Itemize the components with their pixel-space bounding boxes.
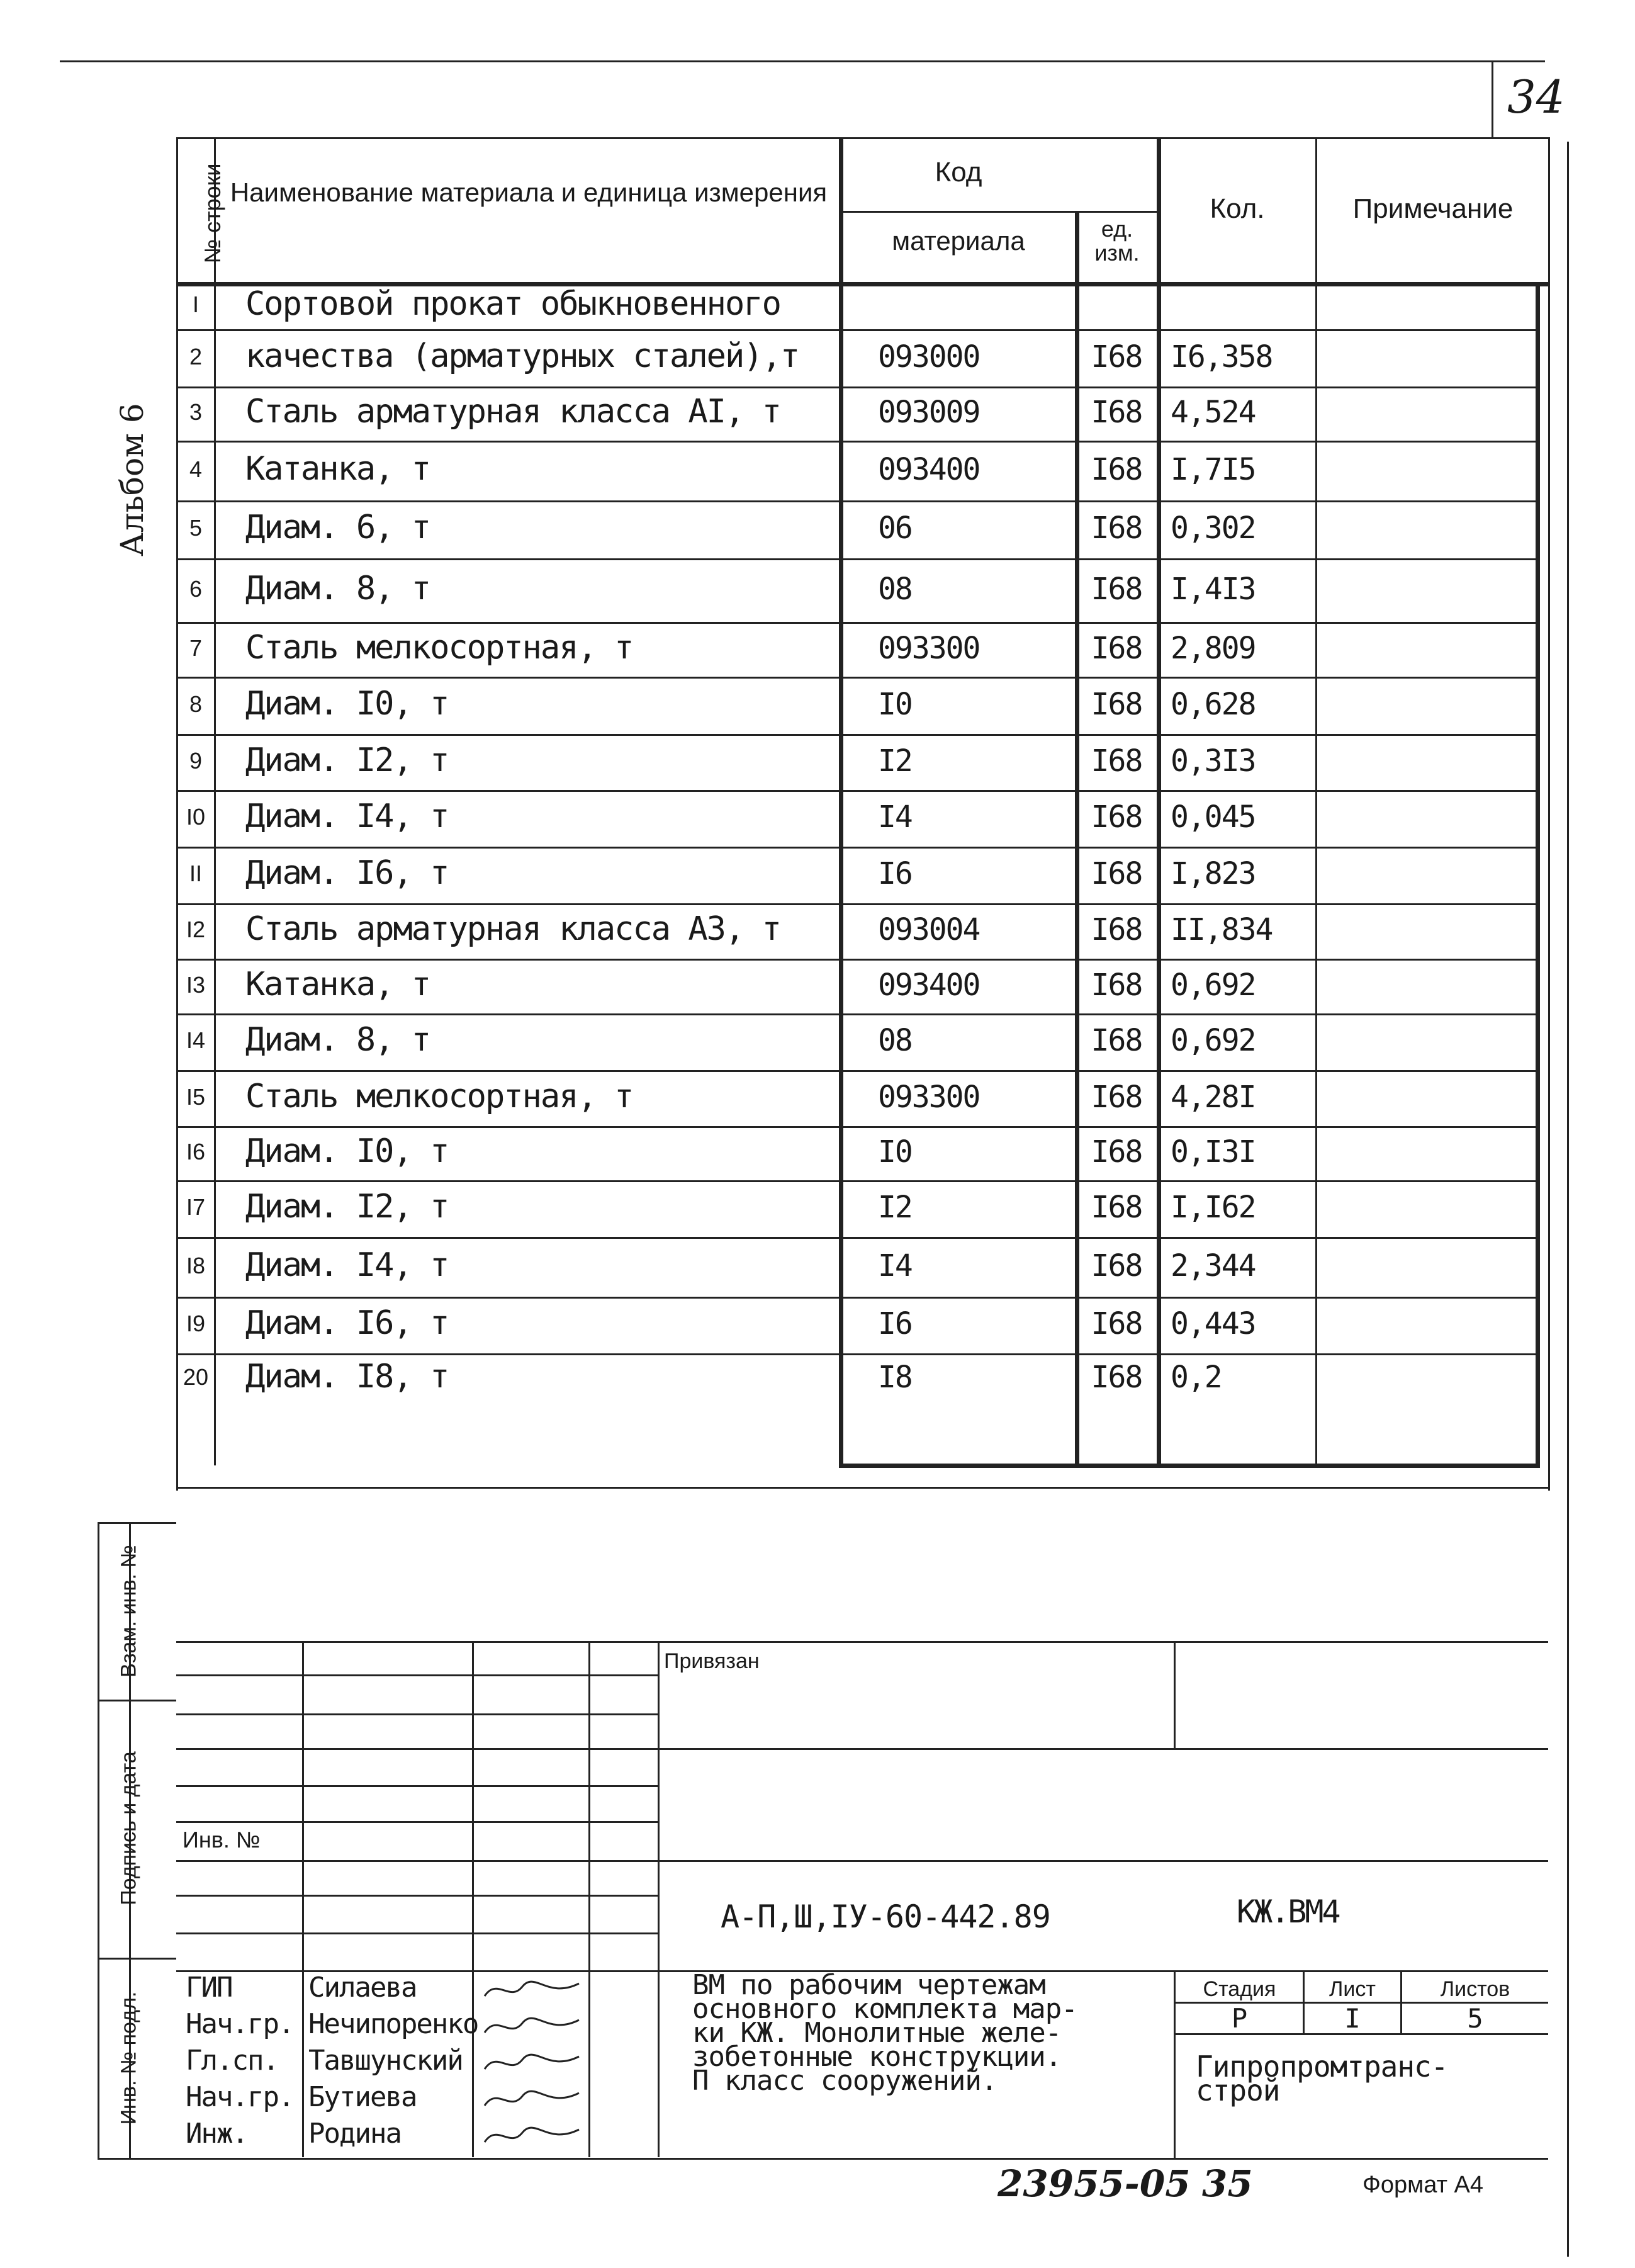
quantity: 2,344 bbox=[1171, 1248, 1256, 1284]
footer-format: Формат А4 bbox=[1362, 2172, 1484, 2198]
quantity: 0,628 bbox=[1171, 687, 1256, 722]
quantity: 0,692 bbox=[1171, 968, 1256, 1003]
row-number: I0 bbox=[186, 804, 206, 830]
material-name: Диам. I0, т bbox=[245, 685, 449, 723]
material-code: I4 bbox=[878, 1248, 912, 1284]
material-name: Катанка, т bbox=[245, 966, 430, 1003]
staff-name: Тавшунский bbox=[308, 2045, 463, 2077]
stamp-inv-podl: Инв. № подл. bbox=[116, 1991, 141, 2125]
stamp-podpis-data: Подпись и дата bbox=[116, 1751, 141, 1905]
material-name: Сталь мелкосортная, т bbox=[245, 1078, 633, 1115]
description-line: зобетонные конструкции. bbox=[692, 2041, 1062, 2073]
album-label: Альбом 6 bbox=[114, 403, 150, 556]
staff-name: Родина bbox=[308, 2118, 401, 2150]
material-code: I0 bbox=[878, 1134, 912, 1170]
material-code: 093400 bbox=[878, 452, 980, 487]
page-number: 34 bbox=[1507, 71, 1565, 123]
signature bbox=[478, 2011, 585, 2045]
staff-role: Гл.сп. bbox=[186, 2045, 278, 2077]
quantity: 2,809 bbox=[1171, 631, 1256, 666]
material-code: I6 bbox=[878, 856, 912, 891]
quantity: I,823 bbox=[1171, 856, 1256, 891]
row-number: 9 bbox=[189, 748, 203, 774]
row-divider bbox=[176, 959, 1539, 961]
stamp-vzam-inv: Взам. инв. № bbox=[116, 1545, 141, 1678]
row-number: I4 bbox=[186, 1027, 206, 1053]
row-divider bbox=[176, 1070, 1539, 1072]
material-name: Диам. I2, т bbox=[245, 742, 449, 779]
unit-code: I68 bbox=[1091, 1023, 1142, 1058]
row-divider bbox=[176, 847, 1539, 849]
row-divider bbox=[176, 1180, 1539, 1182]
footer-page-number: 35 bbox=[1202, 2162, 1253, 2205]
row-number: 8 bbox=[189, 691, 203, 717]
material-name: Диам. 8, т bbox=[245, 1021, 430, 1059]
row-number: I3 bbox=[186, 972, 206, 998]
quantity: 0,443 bbox=[1171, 1306, 1256, 1341]
header-material-name-text: Наименование материала и единица измерения bbox=[230, 178, 828, 207]
row-number: 2 bbox=[189, 344, 203, 370]
row-number: I bbox=[192, 291, 199, 317]
quantity: 0,045 bbox=[1171, 799, 1256, 835]
unit-code: I68 bbox=[1091, 1306, 1142, 1341]
signature bbox=[478, 2120, 585, 2155]
stage-label: Стадия bbox=[1203, 1977, 1276, 2001]
row-number: 3 bbox=[189, 399, 203, 425]
material-name: Диам. 6, т bbox=[245, 509, 430, 546]
row-divider bbox=[176, 1237, 1539, 1239]
material-code: I2 bbox=[878, 1190, 912, 1225]
staff-role: Инж. bbox=[186, 2118, 247, 2150]
unit-code: I68 bbox=[1091, 1360, 1142, 1395]
description-line: П класс сооружений. bbox=[692, 2065, 997, 2097]
row-number: 20 bbox=[183, 1364, 209, 1390]
description-line: ВМ по рабочим чертежам bbox=[692, 1969, 1045, 2001]
row-divider bbox=[176, 677, 1539, 679]
material-name: Сталь арматурная класса AI, т bbox=[245, 393, 780, 431]
row-divider bbox=[176, 1126, 1539, 1128]
header-unit-line1: ед. bbox=[1101, 216, 1133, 242]
material-code: 093004 bbox=[878, 912, 980, 947]
row-number: I9 bbox=[186, 1311, 206, 1336]
material-code: 093300 bbox=[878, 631, 980, 666]
row-divider bbox=[176, 1353, 1539, 1355]
row-number: I6 bbox=[186, 1139, 206, 1165]
privyazan-label: Привязан bbox=[664, 1649, 760, 1673]
stage-value: Р bbox=[1231, 2003, 1248, 2034]
organization-line2: строй bbox=[1196, 2073, 1280, 2107]
material-code: 093009 bbox=[878, 395, 980, 430]
row-number: I2 bbox=[186, 917, 206, 942]
material-name: Диам. I2, т bbox=[245, 1188, 449, 1226]
signature bbox=[478, 2047, 585, 2082]
material-code: 093300 bbox=[878, 1080, 980, 1115]
page-number-box-left bbox=[1492, 62, 1493, 137]
quantity: I,7I5 bbox=[1171, 452, 1256, 487]
material-code: I2 bbox=[878, 743, 912, 779]
material-name: Диам. 8, т bbox=[245, 570, 430, 607]
unit-code: I68 bbox=[1091, 743, 1142, 779]
sheet-value: I bbox=[1344, 2003, 1361, 2034]
header-material-code: материала bbox=[892, 226, 1025, 256]
staff-name: Нечипоренко bbox=[308, 2008, 478, 2040]
material-name: Диам. I4, т bbox=[245, 798, 449, 835]
row-divider bbox=[176, 1013, 1539, 1015]
staff-role: Нач.гр. bbox=[186, 2081, 294, 2113]
material-code: 08 bbox=[878, 572, 912, 607]
unit-code: I68 bbox=[1091, 1080, 1142, 1115]
row-divider bbox=[176, 790, 1539, 792]
material-code: I6 bbox=[878, 1306, 912, 1341]
quantity: I6,358 bbox=[1171, 339, 1273, 375]
top-rule bbox=[60, 60, 1545, 62]
row-divider bbox=[176, 558, 1539, 560]
header-note: Примечание bbox=[1352, 193, 1514, 224]
lower-area-divider bbox=[176, 1487, 1548, 1489]
material-name: Сталь мелкосортная, т bbox=[245, 629, 633, 667]
material-name: Диам. I6, т bbox=[245, 1304, 449, 1342]
staff-role: Нач.гр. bbox=[186, 2008, 294, 2040]
material-name: Диам. I0, т bbox=[245, 1132, 449, 1170]
material-name: Диам. I6, т bbox=[245, 854, 449, 892]
header-code: Код bbox=[935, 157, 982, 188]
row-divider bbox=[176, 500, 1539, 502]
row-number: I5 bbox=[186, 1084, 206, 1110]
unit-code: I68 bbox=[1091, 339, 1142, 375]
staff-name: Бутиева bbox=[308, 2081, 417, 2113]
staff-name: Силаева bbox=[308, 1972, 417, 2004]
quantity: 0,302 bbox=[1171, 511, 1256, 546]
quantity: I,4I3 bbox=[1171, 572, 1256, 607]
unit-code: I68 bbox=[1091, 968, 1142, 1003]
quantity: 4,524 bbox=[1171, 395, 1256, 430]
row-number: 5 bbox=[189, 515, 203, 541]
material-name: Сталь арматурная класса А3, т bbox=[245, 910, 780, 948]
unit-code: I68 bbox=[1091, 687, 1142, 722]
description-line: ки КЖ. Монолитные желе- bbox=[692, 2017, 1062, 2049]
unit-code: I68 bbox=[1091, 572, 1142, 607]
quantity: 0,2 bbox=[1171, 1360, 1222, 1395]
material-code: I8 bbox=[878, 1360, 912, 1395]
material-code: I4 bbox=[878, 799, 912, 835]
material-code: 08 bbox=[878, 1023, 912, 1058]
quantity: 0,692 bbox=[1171, 1023, 1256, 1058]
unit-code: I68 bbox=[1091, 631, 1142, 666]
unit-code: I68 bbox=[1091, 395, 1142, 430]
row-divider bbox=[176, 734, 1539, 736]
unit-code: I68 bbox=[1091, 799, 1142, 835]
header-quantity: Кол. bbox=[1210, 193, 1265, 224]
quantity: 4,28I bbox=[1171, 1080, 1256, 1115]
sheet-label: Лист bbox=[1329, 1977, 1376, 2001]
unit-code: I68 bbox=[1091, 1134, 1142, 1170]
row-number: II bbox=[189, 860, 202, 886]
document-designation: А-П,Ш,IУ-60-442.89 bbox=[721, 1898, 1050, 1935]
row-number: 4 bbox=[189, 456, 203, 482]
row-number: I7 bbox=[186, 1194, 206, 1220]
material-code: 093400 bbox=[878, 968, 980, 1003]
row-divider bbox=[176, 386, 1539, 388]
row-number: I8 bbox=[186, 1253, 206, 1278]
footer-document-number: 23955-05 bbox=[997, 2162, 1191, 2205]
row-number: 7 bbox=[189, 635, 203, 661]
document-mark: КЖ.ВМ4 bbox=[1237, 1893, 1339, 1930]
right-margin-line bbox=[1567, 142, 1569, 2257]
signature bbox=[478, 1974, 585, 2009]
sheets-value: 5 bbox=[1467, 2003, 1483, 2034]
inv-no-label: Инв. № bbox=[183, 1827, 261, 1853]
unit-code: I68 bbox=[1091, 452, 1142, 487]
row-divider bbox=[176, 1297, 1539, 1299]
organization-line1: Гипропромтранс- bbox=[1196, 2050, 1448, 2084]
staff-role: ГИП bbox=[186, 1972, 232, 2004]
header-material-name bbox=[227, 176, 831, 210]
row-divider bbox=[176, 329, 1539, 331]
description-line: основного комплекта мар- bbox=[692, 1993, 1077, 2025]
unit-code: I68 bbox=[1091, 912, 1142, 947]
row-divider bbox=[176, 903, 1539, 905]
material-name: Сортовой прокат обыкновенного bbox=[245, 285, 780, 323]
header-row-number: № строки bbox=[199, 163, 225, 264]
row-divider bbox=[176, 622, 1539, 624]
material-code: 06 bbox=[878, 511, 912, 546]
quantity: II,834 bbox=[1171, 912, 1273, 947]
material-name: Диам. I8, т bbox=[245, 1358, 449, 1396]
row-divider bbox=[176, 441, 1539, 443]
row-number: 6 bbox=[189, 576, 203, 602]
document-description bbox=[692, 1969, 1077, 2097]
material-name: Диам. I4, т bbox=[245, 1246, 449, 1284]
unit-code: I68 bbox=[1091, 856, 1142, 891]
quantity: 0,3I3 bbox=[1171, 743, 1256, 779]
sheets-label: Листов bbox=[1440, 1977, 1510, 2001]
unit-code: I68 bbox=[1091, 1248, 1142, 1284]
material-code: I0 bbox=[878, 687, 912, 722]
quantity: 0,I3I bbox=[1171, 1134, 1256, 1170]
material-name: качества (арматурных сталей),т bbox=[245, 337, 799, 375]
quantity: I,I62 bbox=[1171, 1190, 1256, 1225]
unit-code: I68 bbox=[1091, 511, 1142, 546]
material-code: 093000 bbox=[878, 339, 980, 375]
unit-code: I68 bbox=[1091, 1190, 1142, 1225]
signature bbox=[478, 2084, 585, 2118]
material-name: Катанка, т bbox=[245, 450, 430, 488]
header-unit-line2: изм. bbox=[1094, 240, 1140, 266]
